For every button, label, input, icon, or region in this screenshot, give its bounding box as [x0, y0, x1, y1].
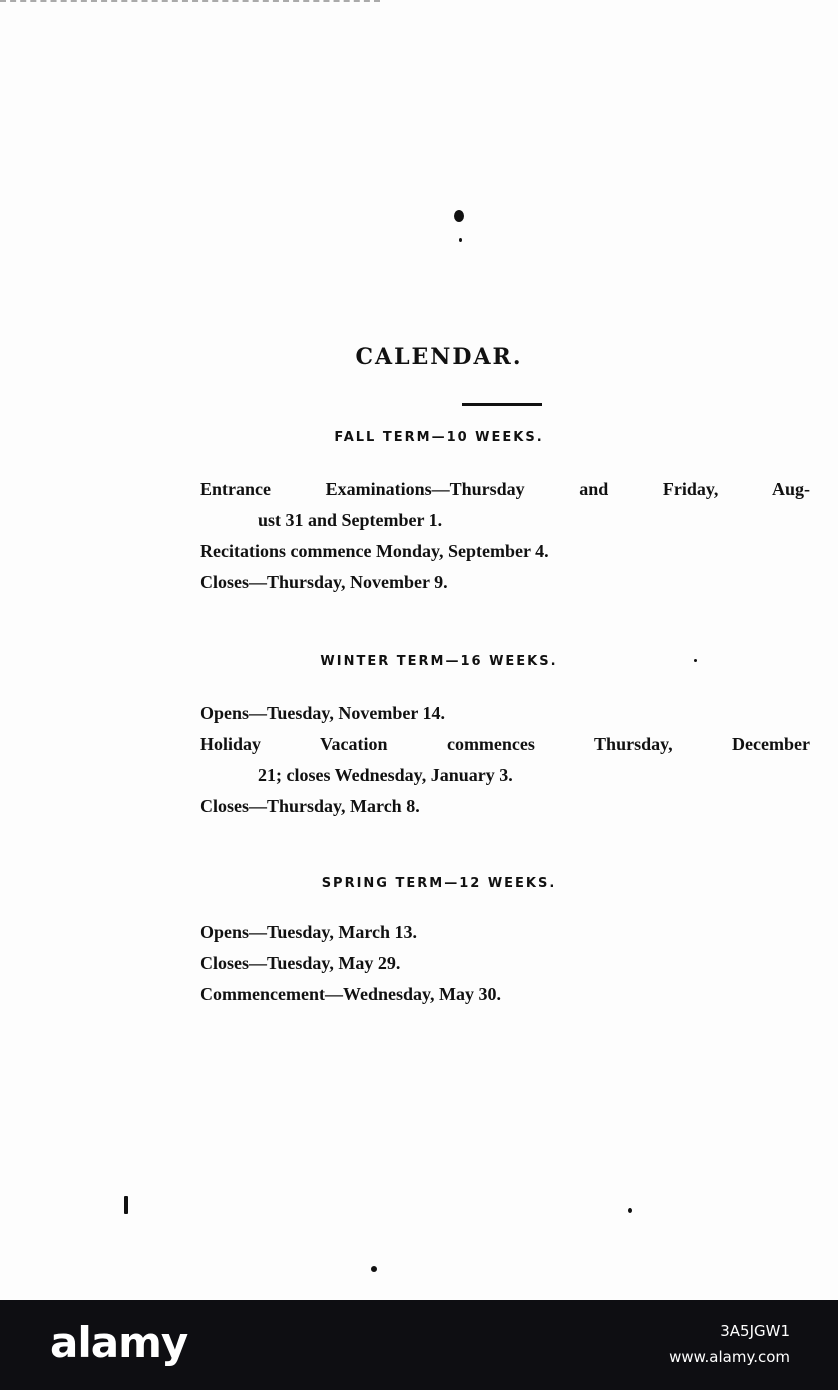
ink-speck — [628, 1208, 632, 1213]
ink-speck — [459, 238, 462, 242]
entry-line-continued: ust 31 and September 1. — [258, 510, 443, 530]
entry-line: Holiday Vacation commences Thursday, December — [200, 734, 810, 754]
entry-line: Entrance Examinations—Thursday and Friday, Aug- — [200, 479, 810, 499]
alamy-logo: alamy — [50, 1318, 188, 1367]
scan-edge-line — [0, 0, 380, 5]
ink-speck — [124, 1196, 128, 1214]
entry-line: Commencement—Wednesday, May 30. — [200, 984, 501, 1004]
section-body-spring — [200, 917, 810, 1010]
entry-line: Closes—Thursday, March 8. — [200, 796, 420, 816]
entry-line: Opens—Tuesday, November 14. — [200, 703, 446, 723]
section-heading-spring: SPRING TERM—12 WEEKS. — [321, 876, 557, 891]
entry-line: Opens—Tuesday, March 13. — [200, 922, 418, 942]
entry-line: Recitations commence Monday, September 4. — [200, 541, 549, 561]
image-id: 3A5JGW1 — [720, 1322, 790, 1340]
entry-line: Closes—Tuesday, May 29. — [200, 953, 401, 973]
section-body-winter — [200, 698, 810, 822]
site-url: www.alamy.com — [669, 1348, 790, 1366]
section-body-fall — [200, 474, 810, 598]
ink-speck — [371, 1266, 377, 1272]
section-heading-winter: WINTER TERM—16 WEEKS. — [320, 654, 558, 669]
entry-line: Closes—Thursday, November 9. — [200, 572, 448, 592]
section-heading-fall: FALL TERM—10 WEEKS. — [334, 430, 544, 445]
page-title: CALENDAR. — [355, 344, 523, 370]
ink-speck — [454, 210, 464, 222]
title-rule — [462, 403, 542, 406]
entry-line-continued: 21; closes Wednesday, January 3. — [258, 765, 513, 785]
